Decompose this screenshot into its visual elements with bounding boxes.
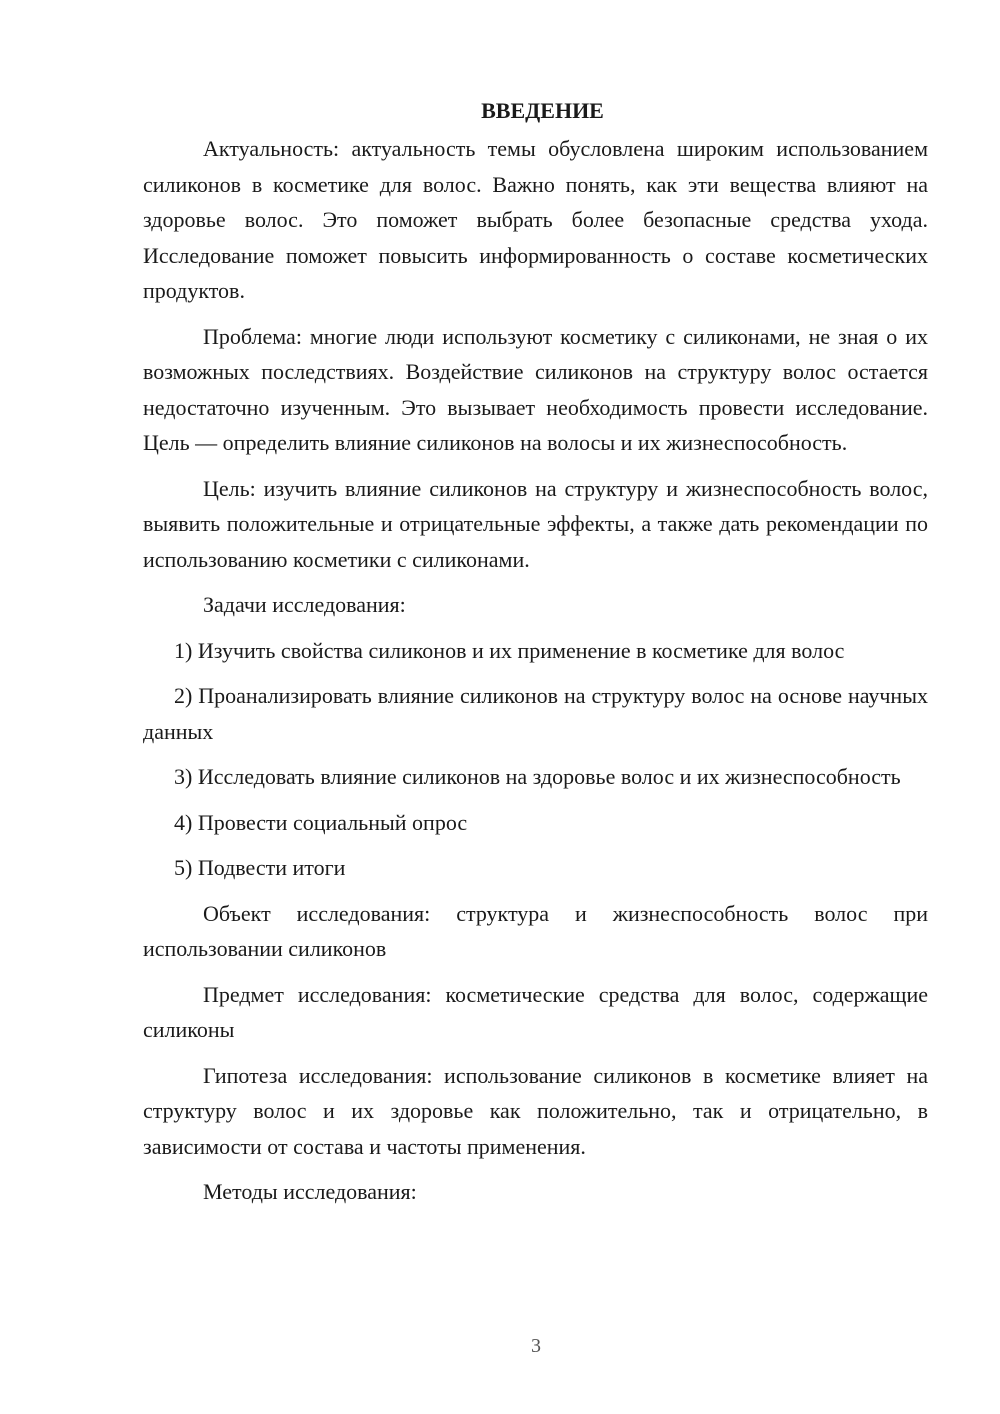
relevance-paragraph: Актуальность: актуальность темы обусловлена широким использованием силиконов в косметике для волос. Важно понять, как эти вещества влияют на здоровье волос. Это поможет выбрать более безопасные средства ухода. Исследование поможет повысить информированность о составе косметических продуктов. — [143, 136, 928, 303]
task-item: 1) Изучить свойства силиконов и их применение в косметике для волос — [174, 637, 845, 663]
page-content — [143, 95, 928, 1220]
task-item: 3) Исследовать влияние силиконов на здоровье волос и их жизнеспособность — [174, 764, 901, 789]
task-item: 4) Провести социальный опрос — [174, 809, 468, 835]
problem-paragraph: Проблема: многие люди используют косметику с силиконами, не зная о их возможных последствиях. Воздействие силиконов на структуру волос остается недостаточно изученным. Это вызывает необходимость провести исследование. Цель — определить влияние силиконов на волосы и их жизнеспособность. — [143, 323, 928, 455]
object-paragraph: Объект исследования: структура и жизнеспособность волос при использовании силиконов — [143, 900, 928, 961]
goal-paragraph: Цель: изучить влияние силиконов на структуру и жизнеспособность волос, выявить положительные и отрицательные эффекты, а также дать рекомендации по использованию косметики с силиконами. — [143, 475, 928, 572]
methods-heading: Методы исследования: — [203, 1179, 417, 1204]
hypothesis-paragraph: Гипотеза исследования: использование силиконов в косметике влияет на структуру волос и их здоровье как положительно, так и отрицательно, в зависимости от состава и частоты применения. — [143, 1062, 928, 1159]
tasks-heading: Задачи исследования: — [203, 592, 406, 617]
subject-paragraph: Предмет исследования: косметические средства для волос, содержащие силиконы — [143, 981, 928, 1042]
task-item: 5) Подвести итоги — [174, 855, 346, 880]
section-title: ВВЕДЕНИЕ — [481, 98, 604, 123]
page-number: 3 — [531, 1335, 541, 1357]
task-item: 2) Проанализировать влияние силиконов на структуру волос на основе научных данных — [143, 683, 928, 744]
